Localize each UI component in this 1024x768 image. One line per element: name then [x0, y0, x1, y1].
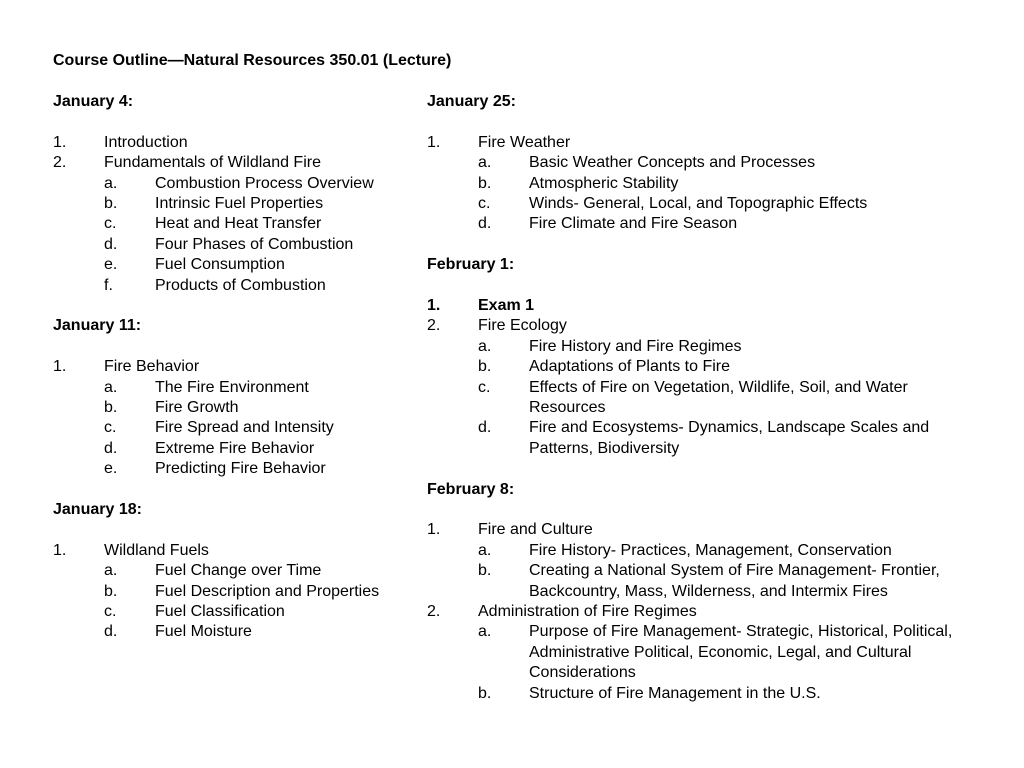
subtopic-letter: d. [478, 215, 492, 233]
topic-number: 1. [53, 133, 67, 151]
subtopic-item [427, 153, 987, 173]
subtopic-letter: b. [478, 562, 492, 580]
subtopic-letter: d. [104, 623, 118, 641]
subtopic-item [53, 418, 413, 438]
topic-item [427, 296, 987, 316]
subtopic-title: Combustion Process Overview [155, 174, 374, 192]
topic-number: 1. [53, 541, 67, 559]
week-date-heading: January 4: [53, 93, 134, 110]
subtopic-title: Fuel Description and Properties [155, 582, 380, 600]
subtopic-title: Basic Weather Concepts and Processes [529, 154, 816, 172]
subtopic-title: Winds- General, Local, and Topographic Effects [529, 195, 868, 213]
subtopic-item [53, 459, 413, 479]
topic-item [53, 133, 413, 153]
subtopic-letter: a. [478, 541, 492, 559]
subtopic-title: Fire Climate and Fire Season [529, 215, 738, 233]
subtopic-title: Purpose of Fire Management- Strategic, Historical, Political, Administrative Political, Economic, Legal, and Cultural Considerations [529, 623, 953, 682]
subtopic-letter: e. [104, 256, 118, 274]
subtopic-item [53, 194, 413, 214]
subtopic-item [53, 439, 413, 459]
week-date-heading: January 18: [53, 501, 142, 519]
subtopic-letter: a. [104, 562, 118, 580]
subtopic-letter: b. [478, 358, 492, 376]
subtopic-letter: b. [104, 399, 118, 417]
topic-title: Fire and Culture [478, 521, 593, 539]
subtopic-title: Extreme Fire Behavior [155, 439, 315, 457]
subtopic-item [427, 214, 987, 234]
subtopic-letter: c. [104, 215, 117, 233]
subtopic-item [53, 174, 413, 194]
week-date-heading: February 8: [427, 480, 515, 498]
subtopic-title: Fire and Ecosystems- Dynamics, Landscape Scales and Patterns, Biodiversity [529, 419, 930, 457]
right-column [427, 92, 987, 704]
subtopic-item [427, 541, 987, 561]
topic-title: Fire Ecology [478, 317, 567, 335]
subtopic-item [427, 684, 987, 704]
subtopic-letter: a. [478, 337, 492, 355]
topic-item [427, 133, 987, 153]
subtopic-letter: a. [104, 174, 118, 192]
subtopic-title: Fire Growth [155, 399, 239, 417]
subtopic-title: Heat and Heat Transfer [155, 215, 322, 233]
week-section [427, 92, 987, 235]
subtopic-letter: a. [478, 623, 492, 641]
subtopic-title: Atmospheric Stability [529, 174, 679, 192]
topic-title: Fire Weather [478, 133, 571, 151]
subtopic-item [427, 378, 987, 419]
subtopic-title: Fuel Classification [155, 603, 285, 621]
subtopic-letter: b. [478, 174, 492, 192]
topic-number: 2. [427, 317, 441, 335]
subtopic-item [53, 378, 413, 398]
subtopic-item [53, 561, 413, 581]
subtopic-item [427, 622, 987, 683]
week-section [53, 316, 413, 479]
subtopic-letter: f. [104, 276, 113, 294]
week-date-heading: January 11: [53, 317, 142, 335]
topic-title: Administration of Fire Regimes [478, 603, 697, 621]
topic-number: 1. [53, 358, 67, 376]
subtopic-item [53, 582, 413, 602]
subtopic-title: Fuel Consumption [155, 256, 285, 274]
subtopic-item [53, 214, 413, 234]
subtopic-title: Fire History- Practices, Management, Conservation [529, 541, 892, 559]
subtopic-title: Predicting Fire Behavior [155, 460, 326, 478]
subtopic-item [427, 418, 987, 459]
subtopic-letter: b. [104, 582, 118, 600]
subtopic-item [427, 174, 987, 194]
subtopic-letter: b. [478, 684, 492, 702]
week-section [53, 92, 413, 296]
subtopic-title: Structure of Fire Management in the U.S. [529, 684, 821, 702]
topic-item [427, 316, 987, 336]
topic-number: 2. [427, 603, 441, 621]
subtopic-title: Fire History and Fire Regimes [529, 337, 742, 355]
week-date-heading: January 25: [427, 93, 516, 110]
subtopic-title: Effects of Fire on Vegetation, Wildlife, Soil, and Water Resources [529, 378, 908, 417]
week-section [427, 480, 987, 704]
subtopic-letter: c. [478, 195, 491, 213]
subtopic-letter: a. [478, 154, 492, 172]
subtopic-title: Creating a National System of Fire Management- Frontier, Backcountry, Mass, Wilderness, and Intermix Fires [529, 562, 940, 600]
subtopic-item [427, 194, 987, 214]
topic-title: Fire Behavior [104, 358, 200, 376]
topic-title: Wildland Fuels [104, 541, 209, 559]
topic-number: 1. [427, 297, 441, 315]
topic-item [53, 541, 413, 561]
subtopic-letter: b. [104, 195, 118, 213]
subtopic-letter: d. [104, 235, 118, 253]
topic-number: 2. [53, 154, 67, 172]
subtopic-item [53, 235, 413, 255]
subtopic-item [53, 398, 413, 418]
subtopic-letter: a. [104, 378, 118, 396]
subtopic-title: Fuel Change over Time [155, 562, 322, 580]
subtopic-title: Four Phases of Combustion [155, 235, 354, 253]
subtopic-title: Fire Spread and Intensity [155, 419, 334, 437]
topic-item [427, 520, 987, 540]
page-title: Course Outline—Natural Resources 350.01 (Lecture) [53, 52, 452, 69]
topic-title: Exam 1 [478, 297, 535, 315]
subtopic-letter: d. [104, 439, 118, 457]
topic-number: 1. [427, 521, 441, 539]
subtopic-item [53, 255, 413, 275]
subtopic-title: Adaptations of Plants to Fire [529, 358, 730, 376]
subtopic-item [427, 357, 987, 377]
topic-item [53, 357, 413, 377]
subtopic-letter: c. [104, 419, 117, 437]
week-section [53, 500, 413, 643]
subtopic-item [427, 337, 987, 357]
left-column [53, 92, 413, 643]
topic-title: Fundamentals of Wildland Fire [104, 154, 321, 172]
topic-item [53, 153, 413, 173]
topic-title: Introduction [104, 133, 188, 151]
subtopic-title: Intrinsic Fuel Properties [155, 195, 324, 213]
week-date-heading: February 1: [427, 256, 515, 274]
subtopic-letter: d. [478, 419, 492, 437]
subtopic-item [427, 561, 987, 602]
subtopic-title: Fuel Moisture [155, 623, 252, 641]
subtopic-item [53, 602, 413, 622]
topic-item [427, 602, 987, 622]
subtopic-letter: c. [104, 603, 117, 621]
subtopic-item [53, 276, 413, 296]
subtopic-item [53, 622, 413, 642]
week-section [427, 255, 987, 459]
topic-number: 1. [427, 133, 441, 151]
subtopic-letter: c. [478, 378, 491, 396]
subtopic-title: The Fire Environment [155, 378, 309, 396]
subtopic-letter: e. [104, 460, 118, 478]
subtopic-title: Products of Combustion [155, 276, 326, 294]
